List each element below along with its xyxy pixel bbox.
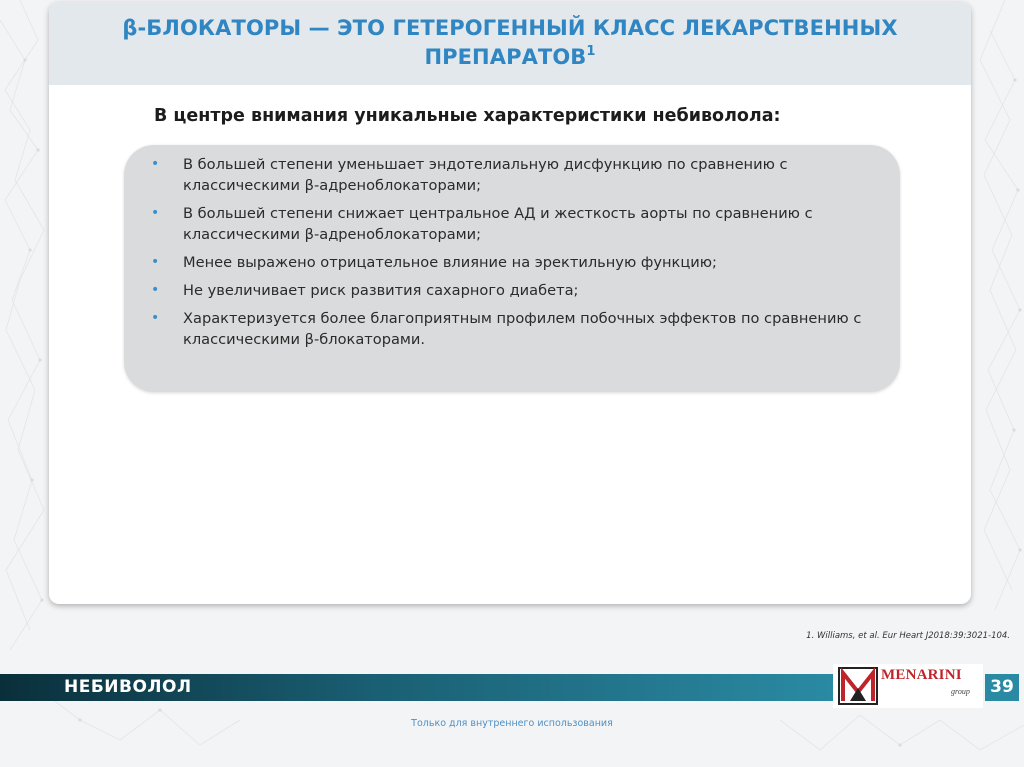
bullet-marker: • — [151, 310, 160, 326]
bullet-item — [124, 252, 900, 273]
bullet-item — [124, 280, 900, 301]
bullet-text: Менее выражено отрицательное влияние на эректильную функцию; — [183, 254, 717, 271]
bullet-item — [124, 154, 900, 196]
bullet-marker: • — [151, 254, 160, 270]
slide-title — [89, 14, 931, 72]
citation-reference: 1. Williams, et al. Eur Heart J2018:39:3021-104. — [806, 631, 1010, 641]
slide-card — [49, 2, 971, 604]
page-number-box — [985, 674, 1019, 701]
page-number: 39 — [990, 677, 1014, 697]
bullet-text: В большей степени снижает центральное АД и жесткость аорты по сравнению с классическими β-адреноблокаторами; — [183, 205, 813, 243]
bullet-text: Характеризуется более благоприятным профилем побочных эффектов по сравнению с классическими β-блокаторами. — [183, 310, 862, 348]
brand-label: НЕБИВОЛОЛ — [64, 677, 192, 697]
slide-title-footnote-marker: 1 — [586, 44, 596, 59]
bullet-item — [124, 203, 900, 245]
slide-subtitle: В центре внимания уникальные характеристики небиволола: — [154, 106, 781, 126]
menarini-logo-icon — [838, 666, 878, 706]
bullet-text: В большей степени уменьшает эндотелиальную дисфункцию по сравнению с классическими β-адреноблокаторами; — [183, 156, 788, 194]
bullet-marker: • — [151, 205, 160, 221]
bullet-item — [124, 308, 900, 350]
slide-title-text: β-БЛОКАТОРЫ — ЭТО ГЕТЕРОГЕННЫЙ КЛАСС ЛЕКАРСТВЕННЫХ ПРЕПАРАТОВ — [122, 16, 898, 69]
footer-bar — [0, 674, 833, 701]
slide-header — [49, 2, 971, 85]
bullet-marker: • — [151, 156, 160, 172]
logo-wordmark: MENARINI — [881, 667, 962, 683]
menarini-logo — [833, 664, 983, 708]
bullet-marker: • — [151, 282, 160, 298]
bullet-list — [124, 154, 900, 357]
bullet-text: Не увеличивает риск развития сахарного диабета; — [183, 282, 579, 299]
internal-use-note: Только для внутреннего использования — [411, 718, 613, 729]
bullet-panel — [124, 145, 900, 392]
logo-subtext: group — [951, 687, 970, 696]
